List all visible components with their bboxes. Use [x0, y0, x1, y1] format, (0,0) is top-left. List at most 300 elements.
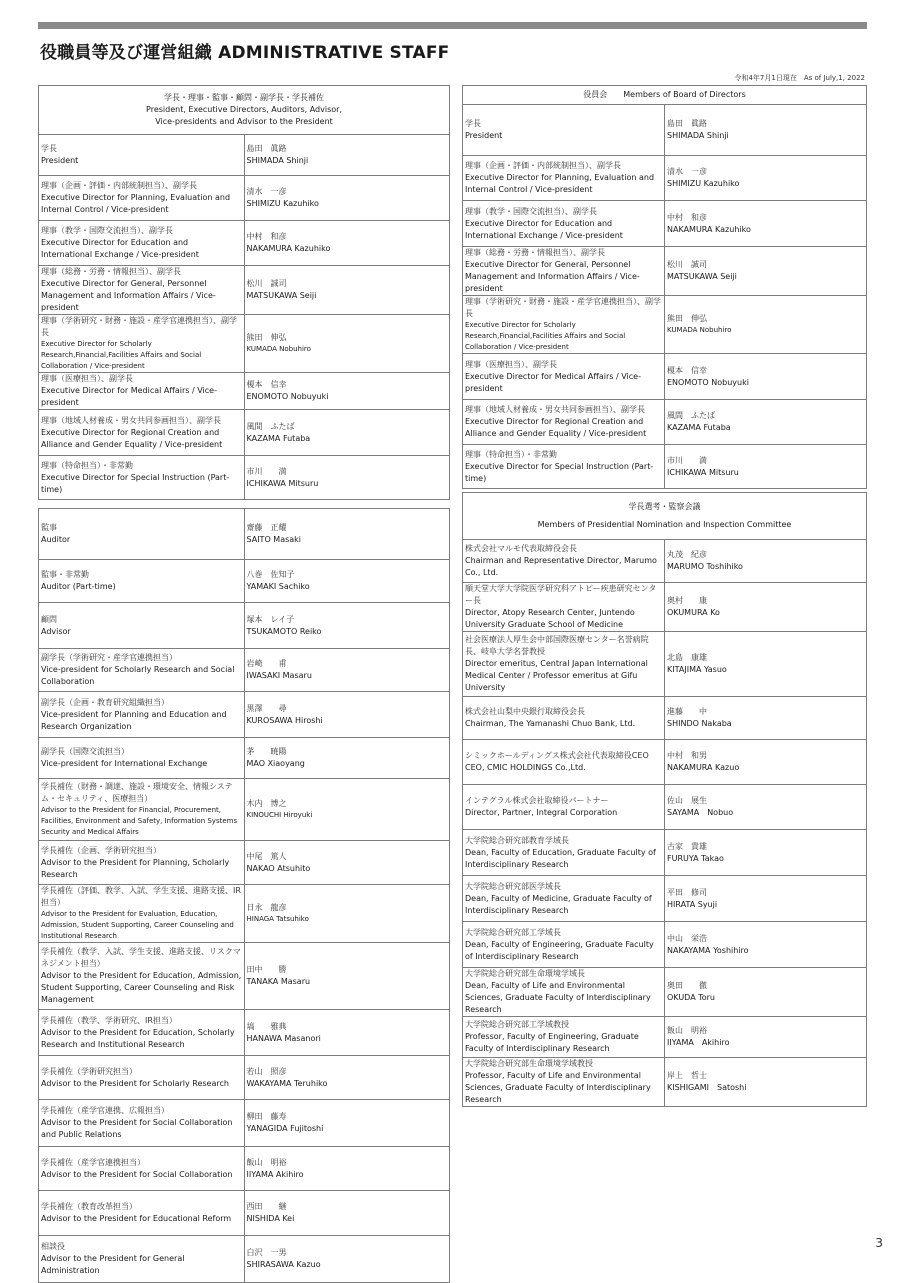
- role-jp: 理事（企画・評価・内部統制担当）、副学長: [465, 161, 621, 170]
- role-cell: [463, 540, 665, 583]
- role-jp: 副学長（企画・教育研究組織担当）: [41, 697, 169, 707]
- name-en: ICHIKAWA Mitsuru: [667, 467, 739, 477]
- role-en: Dean, Faculty of Education, Graduate Faculty of Interdisciplinary Research: [465, 847, 656, 869]
- role-en: Advisor to the President for Financial, Procurement, Facilities, Environment and Safety, Information Systems Security and Medical Affairs: [41, 806, 238, 836]
- role-cell: [463, 1017, 665, 1058]
- name-en: HINAGA Tatsuhiko: [246, 915, 309, 923]
- role-cell: [39, 603, 245, 649]
- name-cell: [244, 1191, 450, 1236]
- role-jp: 株式会社山梨中央銀行取締役会長: [465, 707, 585, 716]
- role-cell: [39, 885, 245, 943]
- staff-row: [39, 410, 450, 456]
- name-en: NAKAYAMA Yoshihiro: [667, 945, 749, 955]
- role-cell: [39, 1191, 245, 1236]
- staff-row: [39, 885, 450, 943]
- role-cell: [39, 779, 245, 841]
- staff-row: [39, 692, 450, 738]
- role-cell: [39, 560, 245, 603]
- role-en: Vice-president for Scholarly Research and Social Collaboration: [41, 665, 235, 686]
- name-en: NAKAO Atsuhito: [246, 863, 311, 873]
- role-jp: 大学院総合研究部教育学域長: [465, 835, 569, 845]
- name-en: NAKAMURA Kazuhiko: [246, 244, 331, 253]
- name-jp: 中村 和男: [667, 751, 707, 760]
- role-en: Advisor to the President for Planning, Scholarly Research: [41, 857, 230, 879]
- name-cell: [244, 456, 450, 500]
- name-cell: [244, 603, 450, 649]
- role-cell: [39, 509, 245, 560]
- name-jp: 清水 一彦: [246, 187, 287, 196]
- name-jp: 佐山 展生: [667, 796, 707, 805]
- staff-row: [463, 632, 867, 697]
- name-en: KITAJIMA Yasuo: [667, 665, 727, 674]
- name-jp: 飯山 明裕: [667, 1026, 707, 1035]
- staff-row: [463, 922, 867, 968]
- staff-row: [463, 876, 867, 922]
- name-cell: [244, 1010, 450, 1056]
- name-jp: 塚本 レイ子: [246, 614, 295, 624]
- name-cell: [665, 105, 867, 156]
- role-en: Professor, Faculty of Life and Environmental Sciences, Graduate Faculty of Interdisciplinary Research: [465, 1071, 651, 1104]
- staff-row: [39, 841, 450, 885]
- role-jp: 理事（医療担当）、副学長: [465, 359, 557, 369]
- role-jp: 理事（企画・評価・内部統制担当）、副学長: [41, 181, 197, 190]
- name-cell: [665, 1058, 867, 1107]
- role-jp: 順天堂大学大学院医学研究科アトピー疾患研究センター長: [465, 584, 657, 605]
- role-cell: [39, 410, 245, 456]
- name-jp: 奥村 康: [667, 596, 707, 605]
- name-en: SHIMADA Shinji: [667, 131, 729, 140]
- role-cell: [39, 1147, 245, 1191]
- role-en: Advisor to the President for Social Collaboration: [41, 1169, 233, 1179]
- staff-row: [39, 1147, 450, 1191]
- role-cell: [39, 221, 245, 266]
- role-cell: [463, 296, 665, 354]
- name-jp: 中尾 篤人: [246, 851, 287, 861]
- nomination-header-en: Members of Presidential Nomination and Inspection Committee: [537, 520, 792, 529]
- name-cell: [244, 779, 450, 841]
- name-jp: 八巻 佐知子: [246, 570, 295, 579]
- name-jp: 飯山 明裕: [246, 1157, 287, 1167]
- role-jp: 理事（教学・国際交流担当）、副学長: [465, 206, 597, 216]
- role-en: Vice-president for Planning and Education and Research Organization: [41, 709, 227, 731]
- header-jp: 学長・理事・監事・顧問・副学長・学長補佐: [164, 93, 324, 102]
- role-en: Advisor to the President for Educational Reform: [41, 1214, 232, 1223]
- role-cell: [39, 135, 245, 176]
- name-cell: [244, 221, 450, 266]
- role-cell: [463, 830, 665, 876]
- staff-row: [39, 509, 450, 560]
- name-jp: 榎本 信幸: [246, 380, 287, 389]
- nomination-table: [462, 492, 867, 1107]
- role-cell: [39, 692, 245, 738]
- staff-row: [463, 247, 867, 296]
- role-jp: 副学長（学術研究・産学官連携担当）: [41, 653, 177, 662]
- name-cell: [244, 943, 450, 1010]
- name-jp: 島田 眞路: [246, 144, 287, 153]
- role-cell: [39, 315, 245, 373]
- staff-row: [463, 830, 867, 876]
- name-cell: [244, 1236, 450, 1283]
- role-en: Advisor to the President for General Administration: [41, 1254, 185, 1275]
- role-cell: [463, 445, 665, 489]
- name-jp: 北島 康雄: [667, 653, 707, 662]
- role-en: Vice-president for International Exchange: [41, 759, 208, 768]
- name-en: KINOUCHI Hiroyuki: [246, 811, 313, 819]
- role-en: Executive Director for Education and International Exchange / Vice-president: [465, 218, 623, 240]
- board-header-row: [463, 86, 867, 105]
- role-cell: [463, 968, 665, 1017]
- role-cell: [39, 1010, 245, 1056]
- name-jp: 田中 勝: [246, 965, 287, 974]
- name-en: IIYAMA Akihiro: [246, 1169, 304, 1179]
- staff-row: [39, 943, 450, 1010]
- name-cell: [665, 922, 867, 968]
- name-en: ENOMOTO Nobuyuki: [667, 377, 749, 387]
- name-jp: 日永 龍彦: [246, 903, 287, 912]
- role-jp: 大学院総合研究部生命環境学域長: [465, 969, 585, 978]
- role-jp: 学長補佐（産学官連携担当）: [41, 1157, 145, 1167]
- role-en: Dean, Faculty of Life and Environmental Sciences, Graduate Faculty of Interdisciplinary Research: [465, 981, 651, 1014]
- role-jp: 監事・非常勤: [41, 570, 89, 579]
- role-jp: 理事（地域人材養成・男女共同参画担当）、副学長: [41, 415, 221, 425]
- role-jp: 理事（総務・労務・情報担当）、副学長: [41, 267, 181, 276]
- nomination-committee-table: [462, 492, 867, 1107]
- staff-table: [38, 85, 450, 1283]
- name-jp: 松川 誠司: [246, 279, 287, 288]
- nomination-header-cell: [463, 493, 867, 540]
- role-cell: [463, 740, 665, 785]
- name-cell: [244, 176, 450, 221]
- name-cell: [244, 841, 450, 885]
- staff-row: [463, 296, 867, 354]
- name-cell: [665, 540, 867, 583]
- role-en: Executive Director for Planning, Evaluation and Internal Control / Vice-president: [465, 173, 655, 194]
- name-en: NAKAMURA Kazuhiko: [667, 224, 751, 234]
- name-jp: 茅 暁陽: [246, 747, 287, 756]
- staff-row: [39, 779, 450, 841]
- name-cell: [665, 247, 867, 296]
- name-en: TSUKAMOTO Reiko: [246, 626, 322, 636]
- name-en: SHIRASAWA Kazuo: [246, 1260, 321, 1269]
- role-en: Executive Director for Special Instruction (Part-time): [41, 472, 230, 494]
- name-en: IIYAMA Akihiro: [667, 1038, 730, 1047]
- role-en: Executive Director for Regional Creation and Alliance and Gender Equality / Vice-president: [41, 427, 223, 449]
- name-en: SHINDO Nakaba: [667, 719, 732, 728]
- name-cell: [244, 373, 450, 410]
- page-title: 役職員等及び運営組織 ADMINISTRATIVE STAFF: [40, 43, 450, 63]
- staff-row: [39, 649, 450, 692]
- staff-row: [39, 1010, 450, 1056]
- role-en: Executive Director for Medical Affairs / Vice-president: [465, 371, 641, 393]
- name-en: SAITO Masaki: [246, 535, 302, 544]
- role-jp: 大学院総合研究部医学域長: [465, 881, 561, 891]
- role-en: Chairman, The Yamanashi Chuo Bank, Ltd.: [465, 719, 636, 728]
- name-cell: [665, 445, 867, 489]
- role-jp: 理事（総務・労務・情報担当）、副学長: [465, 248, 605, 257]
- role-jp: 学長補佐（教学、入試、学生支援、進路支援、リスクマネジメント担当）: [41, 947, 241, 968]
- role-cell: [39, 943, 245, 1010]
- role-cell: [463, 354, 665, 400]
- name-jp: 熊田 伸弘: [667, 314, 707, 323]
- role-cell: [39, 649, 245, 692]
- staff-row: [463, 785, 867, 830]
- name-en: SHIMIZU Kazuhiko: [667, 179, 740, 188]
- name-jp: 若山 照彦: [246, 1066, 287, 1076]
- staff-row: [463, 1058, 867, 1107]
- name-cell: [244, 1056, 450, 1100]
- role-en: Executive Director for General, Personnel Management and Information Affairs / Vice-president: [465, 260, 640, 293]
- role-jp: 学長補佐（教育改革担当）: [41, 1202, 137, 1211]
- nomination-header-jp: 学長選考・監察会議: [628, 502, 701, 511]
- role-jp: 学長補佐（学術研究担当）: [41, 1066, 137, 1076]
- staff-row: [463, 105, 867, 156]
- role-jp: 学長補佐（評価、教学、入試、学生支援、進路支援、IR担当）: [41, 886, 241, 907]
- role-en: Director emeritus, Central Japan International Medical Center / Professor emeritus at Gifu University: [465, 659, 648, 692]
- name-en: NISHIDA Kei: [246, 1214, 295, 1223]
- staff-row: [463, 201, 867, 247]
- name-cell: [244, 692, 450, 738]
- name-cell: [665, 296, 867, 354]
- name-en: HANAWA Masanori: [246, 1033, 321, 1043]
- role-en: Auditor (Part-time): [41, 582, 116, 591]
- role-jp: 大学院総合研究部工学域長: [465, 927, 561, 937]
- name-cell: [244, 410, 450, 456]
- name-cell: [665, 1017, 867, 1058]
- name-en: TANAKA Masaru: [246, 977, 311, 986]
- role-jp: 学長補佐（財務・調達、施設・環境安全、情報システム・セキュリティ、医療担当）: [41, 782, 233, 803]
- role-jp: 顧問: [41, 614, 57, 624]
- name-cell: [665, 632, 867, 697]
- role-en: Executive Director for Scholarly Research,Financial,Facilities Affairs and Social Collaboration / Vice-president: [465, 321, 626, 351]
- name-jp: 齋藤 正耀: [246, 523, 287, 532]
- role-cell: [39, 456, 245, 500]
- name-en: YANAGIDA Fujitoshi: [246, 1124, 324, 1133]
- name-jp: 市川 満: [667, 455, 707, 465]
- name-jp: 塙 雅典: [246, 1021, 287, 1031]
- name-cell: [665, 785, 867, 830]
- staff-row: [39, 1056, 450, 1100]
- role-jp: 学長: [465, 119, 481, 128]
- name-jp: 柳田 藤寿: [246, 1112, 287, 1121]
- name-cell: [665, 583, 867, 632]
- staff-row: [463, 968, 867, 1017]
- staff-row: [463, 583, 867, 632]
- role-jp: 学長補佐（教学、学術研究、IR担当）: [41, 1015, 177, 1025]
- name-jp: 西田 継: [246, 1202, 287, 1211]
- role-en: Professor, Faculty of Engineering, Graduate Faculty of Interdisciplinary Research: [465, 1032, 639, 1053]
- staff-row: [39, 315, 450, 373]
- staff-row: [39, 373, 450, 410]
- staff-row: [39, 135, 450, 176]
- role-cell: [39, 738, 245, 779]
- role-jp: 大学院総合研究部生命環境学域教授: [465, 1059, 593, 1068]
- role-jp: 理事（医療担当）、副学長: [41, 374, 133, 383]
- role-en: Auditor: [41, 535, 71, 544]
- role-jp: 監事: [41, 523, 57, 532]
- header-en-line1: President, Executive Directors, Auditors, Advisor,: [146, 105, 342, 114]
- name-cell: [244, 649, 450, 692]
- name-jp: 白沢 一男: [246, 1248, 287, 1257]
- role-cell: [463, 400, 665, 445]
- name-cell: [244, 738, 450, 779]
- role-en: Chairman and Representative Director, Marumo Co., Ltd.: [465, 556, 657, 577]
- name-en: KISHIGAMI Satoshi: [667, 1083, 747, 1092]
- role-en: President: [465, 131, 503, 140]
- role-cell: [39, 266, 245, 315]
- board-table: [462, 85, 867, 489]
- role-cell: [463, 922, 665, 968]
- board-of-directors-table: [462, 85, 867, 489]
- role-jp: 大学院総合研究部工学域教授: [465, 1020, 569, 1029]
- name-cell: [244, 135, 450, 176]
- role-jp: 副学長（国際交流担当）: [41, 747, 129, 756]
- role-en: Director, Atopy Research Center, Juntendo University Graduate School of Medicine: [465, 608, 635, 629]
- name-en: MAO Xiaoyang: [246, 759, 305, 768]
- role-en: Advisor to the President for Education, Admission, Student Supporting, Career Counseling and Risk Management: [41, 971, 242, 1004]
- role-cell: [39, 373, 245, 410]
- staff-row: [39, 603, 450, 649]
- name-jp: 古家 貴雄: [667, 841, 707, 851]
- name-en: HIRATA Syuji: [667, 899, 718, 909]
- table-header-cell: [39, 86, 450, 135]
- name-en: WAKAYAMA Teruhiko: [246, 1078, 328, 1088]
- name-jp: 松川 誠司: [667, 260, 707, 269]
- role-jp: シミックホールディングス株式会社代表取締役CEO: [465, 751, 649, 760]
- role-en: Advisor: [41, 626, 71, 636]
- role-en: Executive Director for Scholarly Research,Financial,Facilities Affairs and Social Collaboration / Vice-president: [41, 340, 202, 370]
- name-jp: 熊田 伸弘: [246, 333, 287, 342]
- name-jp: 風間 ふたば: [667, 411, 715, 420]
- staff-table-left: [38, 85, 450, 1283]
- staff-row: [463, 445, 867, 489]
- name-en: KAZAMA Futaba: [667, 423, 731, 432]
- name-cell: [244, 1100, 450, 1147]
- role-cell: [463, 697, 665, 740]
- table-header-row: [39, 86, 450, 135]
- role-jp: 理事（教学・国際交流担当）、副学長: [41, 226, 173, 235]
- staff-row: [39, 1236, 450, 1283]
- role-en: Advisor to the President for Social Collaboration and Public Relations: [41, 1118, 233, 1139]
- role-jp: 理事（学術研究・財務・施設・産学官連携担当）、副学長: [41, 316, 237, 337]
- role-jp: 相談役: [41, 1242, 65, 1251]
- name-en: NAKAMURA Kazuo: [667, 763, 740, 772]
- name-en: KUMADA Nobuhiro: [667, 326, 732, 334]
- name-cell: [244, 315, 450, 373]
- top-rule: [38, 22, 867, 29]
- name-en: OKUDA Toru: [667, 993, 715, 1002]
- board-header: 役員会 Members of Board of Directors: [463, 86, 867, 105]
- name-jp: 岸上 哲士: [667, 1071, 707, 1080]
- staff-row: [463, 400, 867, 445]
- name-cell: [665, 697, 867, 740]
- role-en: Advisor to the President for Evaluation, Education, Admission, Student Supporting, Career Counseling and Institutional Research: [41, 910, 234, 940]
- role-cell: [463, 785, 665, 830]
- group-gap: [39, 500, 450, 509]
- staff-row: [39, 456, 450, 500]
- name-cell: [665, 156, 867, 201]
- name-en: MARUMO Toshihiko: [667, 562, 743, 571]
- page-number: 3: [875, 1236, 883, 1250]
- role-en: CEO, CMIC HOLDINGS Co.,Ltd.: [465, 763, 586, 772]
- name-en: SAYAMA Nobuo: [667, 808, 734, 817]
- staff-row: [463, 156, 867, 201]
- name-cell: [244, 1147, 450, 1191]
- name-en: KUROSAWA Hiroshi: [246, 715, 323, 725]
- name-jp: 黒澤 尋: [246, 703, 287, 713]
- name-en: MATSUKAWA Seiji: [246, 291, 317, 300]
- role-jp: 理事（地域人材養成・男女共同参画担当）、副学長: [465, 405, 645, 414]
- name-en: FURUYA Takao: [667, 853, 724, 863]
- staff-row: [463, 697, 867, 740]
- name-cell: [665, 740, 867, 785]
- name-en: KAZAMA Futaba: [246, 433, 311, 443]
- name-jp: 木内 博之: [246, 799, 287, 808]
- name-en: SHIMIZU Kazuhiko: [246, 199, 319, 208]
- role-en: Director, Partner, Integral Corporation: [465, 808, 618, 817]
- role-en: Executive Director for Planning, Evaluation and Internal Control / Vice-president: [41, 193, 231, 214]
- staff-row: [39, 1191, 450, 1236]
- name-cell: [665, 968, 867, 1017]
- role-cell: [39, 841, 245, 885]
- role-cell: [463, 632, 665, 697]
- name-jp: 中山 栄浩: [667, 933, 707, 943]
- name-cell: [244, 266, 450, 315]
- role-en: Executive Director for Education and International Exchange / Vice-president: [41, 238, 199, 259]
- role-cell: [463, 201, 665, 247]
- header-en-line2: Vice-presidents and Advisor to the President: [155, 117, 333, 126]
- staff-row: [39, 266, 450, 315]
- staff-row: [463, 540, 867, 583]
- staff-row: [39, 221, 450, 266]
- role-en: Advisor to the President for Scholarly Research: [41, 1078, 229, 1088]
- staff-row: [39, 560, 450, 603]
- name-en: ENOMOTO Nobuyuki: [246, 392, 329, 401]
- name-cell: [665, 400, 867, 445]
- name-jp: 島田 眞路: [667, 119, 707, 128]
- staff-row: [39, 176, 450, 221]
- role-cell: [39, 1100, 245, 1147]
- role-en: President: [41, 156, 79, 165]
- name-en: OKUMURA Ko: [667, 608, 720, 617]
- role-jp: 社会医療法人厚生会中部国際医療センター名誉病院長、岐阜大学名誉教授: [465, 635, 649, 656]
- name-jp: 風間 ふたば: [246, 421, 295, 431]
- name-jp: 清水 一彦: [667, 167, 707, 176]
- name-cell: [244, 560, 450, 603]
- staff-row: [39, 1100, 450, 1147]
- role-en: Executive Director for General, Personnel Management and Information Affairs / Vice-president: [41, 279, 216, 312]
- nomination-header-row: [463, 493, 867, 540]
- name-en: MATSUKAWA Seiji: [667, 272, 737, 281]
- role-jp: 株式会社マルモ代表取締役会長: [465, 544, 577, 553]
- name-jp: 中村 和彦: [246, 232, 287, 241]
- role-en: Advisor to the President for Education, Scholarly Research and Institutional Research: [41, 1027, 235, 1049]
- role-en: Executive Director for Special Instruction (Part-time): [465, 461, 654, 483]
- name-jp: 奥田 徹: [667, 981, 707, 990]
- name-en: SHIMADA Shinji: [246, 156, 309, 165]
- role-cell: [463, 247, 665, 296]
- name-jp: 市川 満: [246, 466, 287, 476]
- role-en: Executive Director for Regional Creation and Alliance and Gender Equality / Vice-president: [465, 417, 647, 438]
- role-en: Executive Director for Medical Affairs / Vice-president: [41, 386, 217, 407]
- role-cell: [39, 1236, 245, 1283]
- staff-row: [39, 738, 450, 779]
- role-jp: 学長補佐（産学官連携、広報担当）: [41, 1106, 169, 1115]
- name-cell: [665, 354, 867, 400]
- staff-row: [463, 740, 867, 785]
- role-cell: [39, 1056, 245, 1100]
- name-cell: [665, 201, 867, 247]
- role-jp: インテグラル株式会社取締役パートナー: [465, 796, 609, 805]
